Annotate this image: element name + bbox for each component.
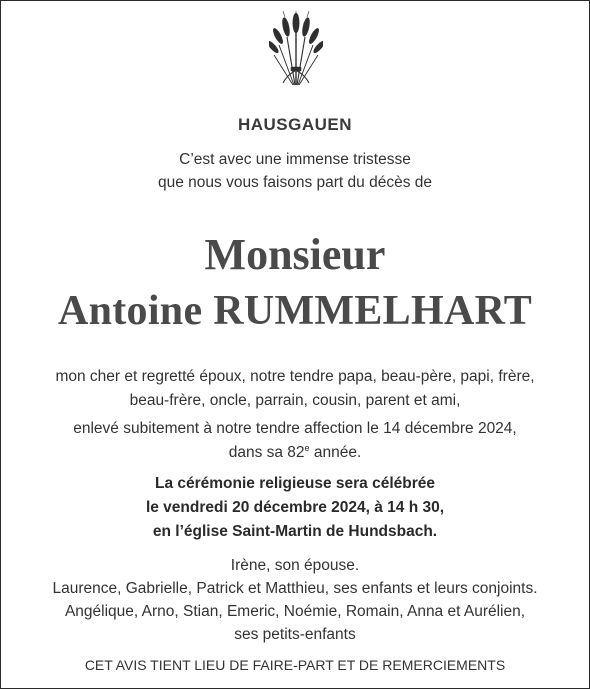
family-line-1: Irène, son épouse. [230, 557, 360, 574]
age-prefix: dans sa 82 [228, 444, 305, 461]
place-heading: HAUSGAUEN [237, 115, 353, 134]
age-line [1, 443, 589, 463]
ceremony-line-3: en l’église Saint-Martin de Hundsbach. [152, 523, 438, 540]
family-line-4: ses petits-enfants [234, 626, 356, 643]
intro-line-1: C’est avec une immense tristesse [179, 151, 411, 168]
relations-line-1: mon cher et regretté époux, notre tendre papa, beau-père, papi, frère, [55, 368, 535, 385]
ceremony-line-1: La cérémonie religieuse sera célébrée [154, 475, 436, 492]
deceased-name: Antoine RUMMELHART [57, 288, 533, 334]
death-line: enlevé subitement à notre tendre affection le 14 décembre 2024, [73, 420, 517, 437]
age-suffix: année. [309, 444, 362, 461]
family-line-2: Laurence, Gabrielle, Patrick et Matthieu, ses enfants et leurs conjoints. [52, 580, 538, 597]
family-line-3: Angélique, Arno, Stian, Emeric, Noémie, Romain, Anna et Aurélien, [64, 603, 526, 620]
honorific: Monsieur [204, 230, 386, 279]
wheat-sheaf-icon [269, 11, 323, 89]
relations-line-2: beau-frère, oncle, parrain, cousin, parent et ami, [129, 392, 461, 409]
ceremony-line-2: le vendredi 20 décembre 2024, à 14 h 30, [145, 499, 445, 516]
closing-statement: CET AVIS TIENT LIEU DE FAIRE-PART ET DE REMERCIEMENTS [84, 657, 506, 673]
age-superscript: e [304, 442, 310, 453]
intro-line-2: que nous vous faisons part du décès de [157, 174, 433, 191]
